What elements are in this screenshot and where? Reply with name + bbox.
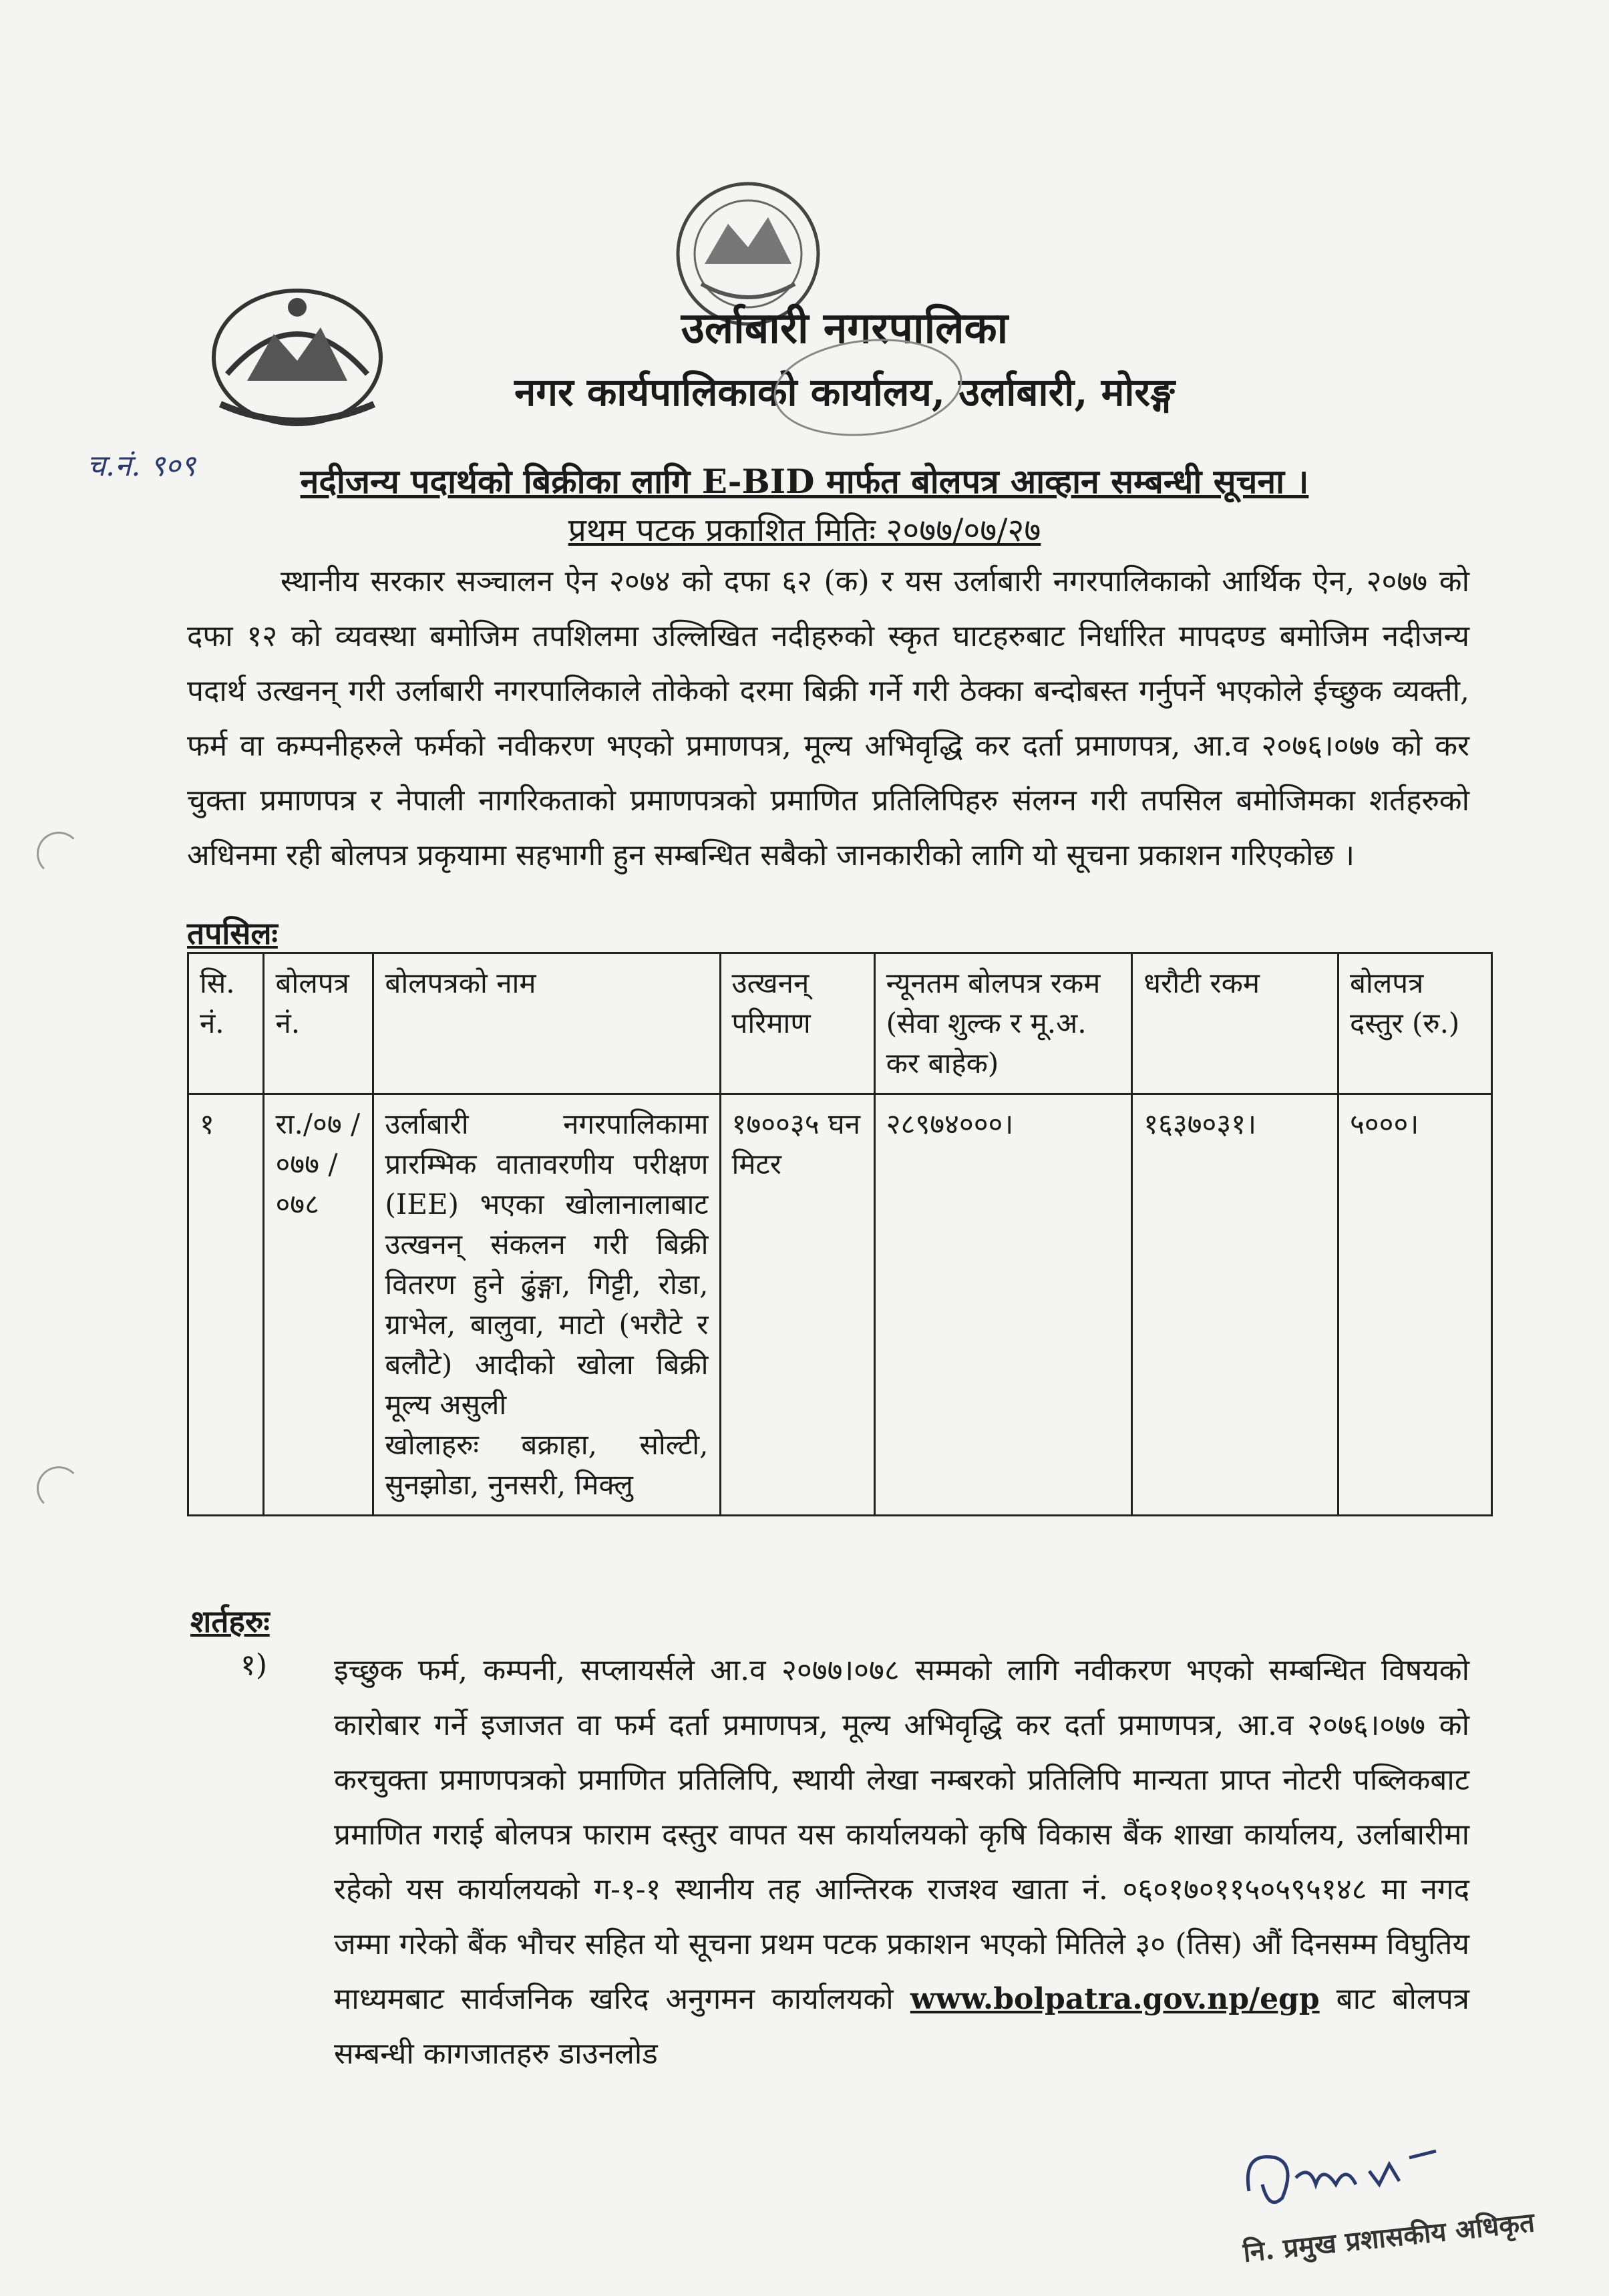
municipality-name: उर्लाबारी नगरपालिका xyxy=(681,303,1009,353)
condition-text-part1: इच्छुक फर्म, कम्पनी, सप्लायर्सले आ.व २०७७।०७८ सम्मको लागि नवीकरण भएको सम्बन्धित विषयको कारोबार गर्ने इजाजत वा फर्म दर्ता प्रमाणपत्र, मूल्य अभिवृद्धि कर दर्ता प्रमाणपत्र, आ.व २०७६।०७७ को करचुक्ता प्रमाणपत्रको प्रमाणित प्रतिलिपि, स्थायी लेखा नम्बरको प्रतिलिपि मान्यता प्राप्त नोटरी पब्लिकबाट प्रमाणित गराई बोलपत्र फाराम दस्तुर वापत यस कार्यालयको कृषि विकास बैंक शाखा कार्यालय, उर्लाबारीमा रहेको यस कार्यालयको ग-१-१ स्थानीय तह आन्तिरक राजश्व खाता नं. ०६०१७०११५०५९५१४८ मा नगद जम्मा गरेको बैंक भौचर सहित यो सूचना प्रथम पटक प्रकाशन भएको मितिले ३० (तिस) औं दिनसम्म विघुतिय माध्यमबाट सार्वजनिक खरिद अनुगमन कार्यालयको xyxy=(334,1653,1469,2016)
signature-icon xyxy=(1236,2138,1456,2218)
col-header-fee: बोलपत्र दस्तुर (रु.) xyxy=(1338,953,1491,1094)
office-name: नगर कार्यपालिकाको कार्यालय, उर्लाबारी, मोरङ्ग xyxy=(514,369,1175,415)
rivers-text: खोलाहरुः बक्राहा, सोल्टी, सुनझोडा, नुनसरी, मिक्लु xyxy=(385,1428,709,1501)
table-row xyxy=(188,1094,1492,1516)
cell-sn: १ xyxy=(188,1094,264,1516)
notice-body: स्थानीय सरकार सञ्चालन ऐन २०७४ को दफा ६२ (क) र यस उर्लाबारी नगरपालिकाको आर्थिक ऐन, २०७७ को दफा १२ को व्यवस्था बमोजिम तपशिलमा उल्लिखित नदीहरुको स्कृत घाटहरुबाट निर्धारित मापदण्ड बमोजिम नदीजन्य पदार्थ उत्खनन् गरी उर्लाबारी नगरपालिकाले तोकेको दरमा बिक्री गर्ने गरी ठेक्का बन्दोबस्त गर्नुपर्ने भएकोले ईच्छुक व्यक्ती, फर्म वा कम्पनीहरुले फर्मको नवीकरण भएको प्रमाणपत्र, मूल्य अभिवृद्धि कर दर्ता प्रमाणपत्र, आ.व २०७६।०७७ को कर चुक्ता प्रमाणपत्र र नेपाली नागरिकताको प्रमाणपत्रको प्रमाणित प्रतिलिपिहरु संलग्न गरी तपसिल बमोजिमका शर्तहरुको अधिनमा रही बोलपत्र प्रकृयामा सहभागी हुन सम्बन्धित सबैको जानकारीको लागि यो सूचना प्रकाशन गरिएकोछ । xyxy=(187,564,1469,872)
col-header-deposit: धरौटी रकम xyxy=(1132,953,1338,1094)
bolpatra-link[interactable]: www.bolpatra.gov.np/egp xyxy=(910,1982,1320,2016)
condition-text xyxy=(334,1643,1469,2082)
reference-number-handwritten: च.नं. ९०९ xyxy=(87,449,196,483)
punch-hole-mark xyxy=(37,1466,81,1510)
office-stamp xyxy=(763,324,974,458)
table-header-row xyxy=(188,953,1492,1094)
signatory-title: नि. प्रमुख प्रशासकीय अधिकृत xyxy=(1241,2206,1536,2269)
col-header-bid-no: बोलपत्र नं. xyxy=(264,953,373,1094)
cell-bid-no: रा./०७ /०७७ /०७८ xyxy=(264,1094,373,1516)
bid-name-text: उर्लाबारी नगरपालिकामा प्रारम्भिक वातावरणीय परीक्षण (IEE) भएका खोलानालाबाट उत्खनन् संकलन गरी बिक्री वितरण हुने ढुंङ्गा, गिट्टी, रोडा, ग्राभेल, बालुवा, माटो (भरौटे र बलौटे) आदीको खोला बिक्री मूल्य असुली xyxy=(385,1108,709,1421)
cell-fee: ५०००। xyxy=(1338,1094,1491,1516)
punch-hole-mark xyxy=(37,832,81,876)
col-header-quantity: उत्खनन् परिमाण xyxy=(720,953,874,1094)
condition-text-part2: बाट बोलपत्र सम्बन्धी कागजातहरु डाउनलोड xyxy=(334,1982,1469,2071)
col-header-sn: सि. नं. xyxy=(188,953,264,1094)
col-header-bid-name: बोलपत्रको नाम xyxy=(373,953,720,1094)
bid-details-table xyxy=(187,952,1493,1516)
condition-number: १) xyxy=(240,1648,268,1682)
conditions-label: शर्तहरुः xyxy=(190,1603,270,1639)
col-header-min-amount: न्यूनतम बोलपत्र रकम (सेवा शुल्क र मू.अ. कर बाहेक) xyxy=(874,953,1132,1094)
publication-date: प्रथम पटक प्रकाशित मितिः २०७७/०७/२७ xyxy=(568,512,1041,549)
table-label: तपसिलः xyxy=(187,915,278,951)
cell-bid-name xyxy=(373,1094,720,1516)
cell-quantity: १७००३५ घन मिटर xyxy=(720,1094,874,1516)
notice-title: नदीजन्य पदार्थको बिक्रीका लागि E-BID मार्फत बोलपत्र आव्हान सम्बन्धी सूचना । xyxy=(300,462,1309,501)
cell-min-amount: २८९७४०००। xyxy=(874,1094,1132,1516)
cell-deposit: १६३७०३१। xyxy=(1132,1094,1338,1516)
